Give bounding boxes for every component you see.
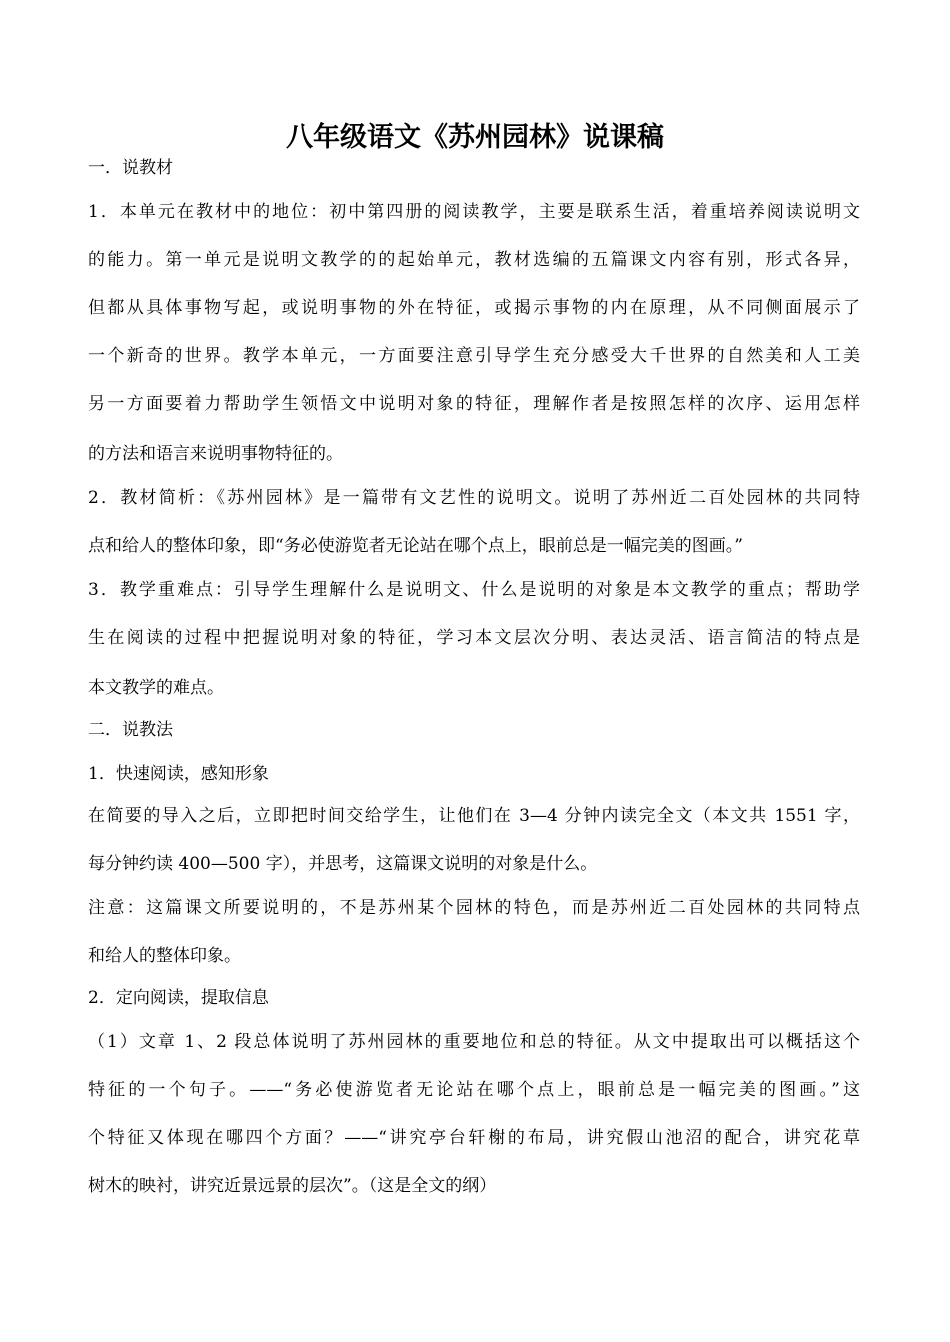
paragraph-line: 特征的一个句子。——“务必使游览者无论站在哪个点上，眼前总是一幅完美的图画。”这 (88, 1080, 860, 1100)
paragraph-line: 本文教学的难点。 (88, 678, 224, 698)
section-heading-textbook: 一．说教材 (88, 158, 173, 178)
paragraph-line: 的能力。第一单元是说明文教学的的起始单元，教材选编的五篇课文内容有别，形式各异， (88, 250, 860, 270)
paragraph-line: 注意：这篇课文所要说明的，不是苏州某个园林的特色，而是苏州近二百处园林的共同特点 (88, 898, 860, 918)
paragraph-line: 但都从具体事物写起，或说明事物的外在特征，或揭示事物的内在原理，从不同侧面展示了 (88, 298, 860, 318)
paragraph-line: （1）文章 1、2 段总体说明了苏州园林的重要地位和总的特征。从文中提取出可以概括这个 (88, 1032, 860, 1052)
paragraph-line: 3．教学重难点：引导学生理解什么是说明文、什么是说明的对象是本文教学的重点；帮助学 (88, 580, 860, 600)
document-title: 八年级语文《苏州园林》说课稿 (286, 122, 664, 153)
paragraph-line: 在简要的导入之后，立即把时间交给学生，让他们在 3—4 分钟内读完全文（本文共 1551 字， (88, 806, 860, 826)
paragraph-line: 树木的映衬，讲究近景远景的层次”。（这是全文的纲） (88, 1176, 497, 1196)
section-heading-method: 二．说教法 (88, 720, 173, 740)
paragraph-line: 生在阅读的过程中把握说明对象的特征，学习本文层次分明、表达灵活、语言简洁的特点是 (88, 628, 860, 648)
subsection-heading: 2．定向阅读，提取信息 (88, 988, 269, 1008)
paragraph-line: 一个新奇的世界。教学本单元，一方面要注意引导学生充分感受大千世界的自然美和人工美 (88, 346, 860, 366)
paragraph-line: 1．本单元在教材中的地位：初中第四册的阅读教学，主要是联系生活，着重培养阅读说明文 (88, 202, 860, 222)
subsection-heading: 1．快速阅读，感知形象 (88, 764, 269, 784)
paragraph-line: 2．教材简析：《苏州园林》是一篇带有文艺性的说明文。说明了苏州近二百处园林的共同特 (88, 488, 860, 508)
paragraph-line: 每分钟约读 400—500 字），并思考，这篇课文说明的对象是什么。 (88, 854, 598, 874)
paragraph-line: 另一方面要着力帮助学生领悟文中说明对象的特征，理解作者是按照怎样的次序、运用怎样 (88, 394, 860, 414)
paragraph-line: 和给人的整体印象。 (88, 946, 241, 966)
paragraph-line: 点和给人的整体印象，即“务必使游览者无论站在哪个点上，眼前总是一幅完美的图画。” (88, 536, 743, 556)
paragraph-line: 的方法和语言来说明事物特征的。 (88, 444, 343, 464)
paragraph-line: 个特征又体现在哪四个方面？——“讲究亭台轩榭的布局，讲究假山池沼的配合，讲究花草 (88, 1128, 860, 1148)
